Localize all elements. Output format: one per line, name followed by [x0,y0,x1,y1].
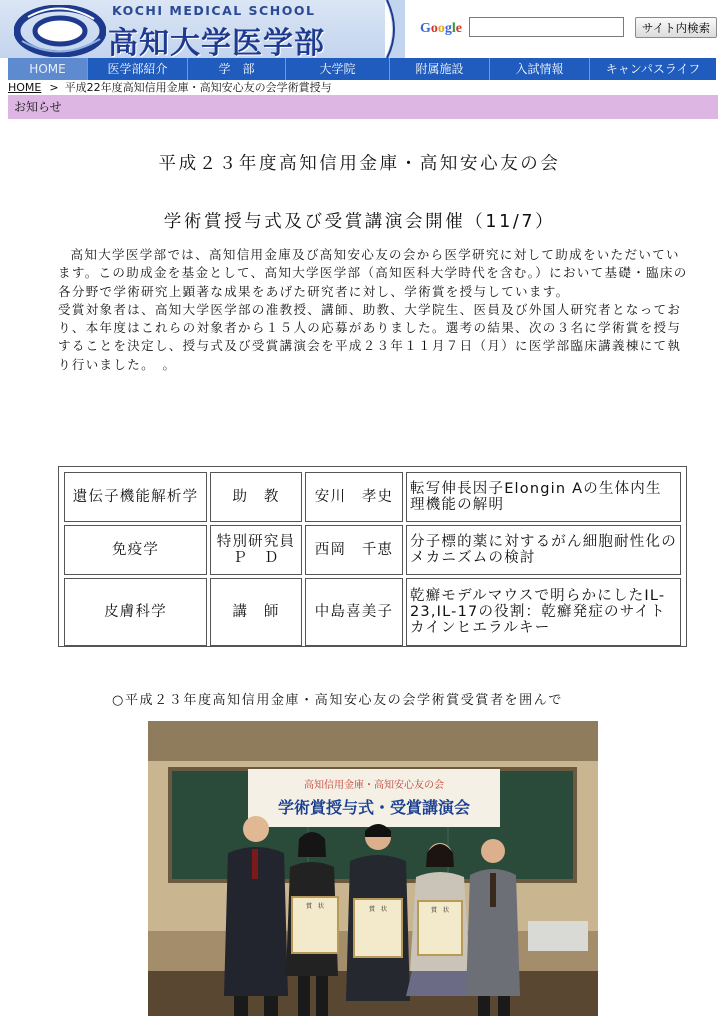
global-nav [8,58,716,80]
nav-campus-life[interactable]: キャンパスライフ [605,62,701,76]
awards-table [58,466,687,647]
table-row [64,525,681,575]
award-dept: 免疫学 [64,525,207,575]
breadcrumb-separator: > [49,81,59,94]
nav-about[interactable]: 医学部紹介 [88,58,188,80]
article-body [58,246,688,374]
nav-faculty[interactable]: 学 部 [188,58,286,80]
award-dept: 皮膚科学 [64,578,207,646]
school-name-jp: 高知大学医学部 [108,26,325,58]
award-theme: 乾癬モデルマウスで明らかにしたIL-23,IL-17の役割：乾癬発症のサイトカインヒエラルキー [406,578,681,646]
table-row [64,578,681,646]
photo-banner-line1: 高知信用金庫・高知安心友の会 [304,780,444,791]
site-logo[interactable] [0,0,385,58]
page-title-line1: 平成２３年度高知信用金庫・高知安心友の会 [158,154,561,174]
article-paragraph-1: 高知大学医学部では、高知信用金庫及び高知安心友の会から医学研究に対して助成をいただいています。この助成金を基金として、高知大学医学部（高知医科大学時代を含む。）において基礎・臨床の各分野で学術研究上顕著な成果をあげた研究者に対し、学術賞を授与しています。 [58,247,688,299]
award-dept: 遺伝子機能解析学 [64,472,207,522]
award-name: 安川 孝史 [305,472,403,522]
award-position: 特別研究員Ｐ Ｄ [210,525,302,575]
certificate-label: 賞 状 [430,907,450,914]
site-search-button[interactable]: サイト内検索 [635,17,717,38]
award-name: 中島喜美子 [305,578,403,646]
page-title-line2: 学術賞授与式及び受賞講演会開催（11/7） [163,212,556,232]
breadcrumb-home-link[interactable]: HOME [8,81,42,94]
article-paragraph-2: 受賞対象者は、高知大学医学部の准教授、講師、助教、大学院生、医員及び外国人研究者となっており、本年度はこれらの対象者から１５人の応募がありました。選考の結果、次の３名に学術賞を授与することを決定し、授与式及び受賞講演会を平成２３年１１月７日（月）に医学部臨床講義棟にて執り行いました。 。 [58,301,682,372]
header-divider [385,0,405,58]
nav-graduate[interactable]: 大学院 [286,58,390,80]
university-logo-icon [14,5,106,57]
search-input[interactable] [469,17,624,37]
section-header-news: お知らせ [8,95,718,119]
photo-caption: ○平成２３年度高知信用金庫・高知安心友の会学術賞受賞者を囲んで [112,693,563,708]
google-logo-icon: Google [420,21,462,36]
nav-facilities[interactable]: 附属施設 [390,58,490,80]
award-ceremony-photo [148,721,598,1016]
award-position: 講 師 [210,578,302,646]
breadcrumb [8,80,332,95]
nav-home[interactable]: HOME [8,58,88,80]
breadcrumb-current: 平成22年度高知信用金庫・高知安心友の会学術賞授与 [64,81,332,94]
photo-banner-line2: 学術賞授与式・受賞講演会 [277,798,471,817]
school-name-en: KOCHI MEDICAL SCHOOL [112,3,316,18]
award-position: 助 教 [210,472,302,522]
site-header [0,0,719,58]
certificate-label: 賞 状 [368,906,388,913]
nav-admissions[interactable]: 入試情報 [490,58,590,80]
search-area [385,0,719,58]
certificate-label: 賞 状 [305,903,325,910]
award-theme: 分子標的薬に対するがん細胞耐性化のメカニズムの検討 [406,525,681,575]
award-theme: 転写伸長因子Elongin Aの生体内生理機能の解明 [406,472,681,522]
table-row [64,472,681,522]
award-name: 西岡 千恵 [305,525,403,575]
